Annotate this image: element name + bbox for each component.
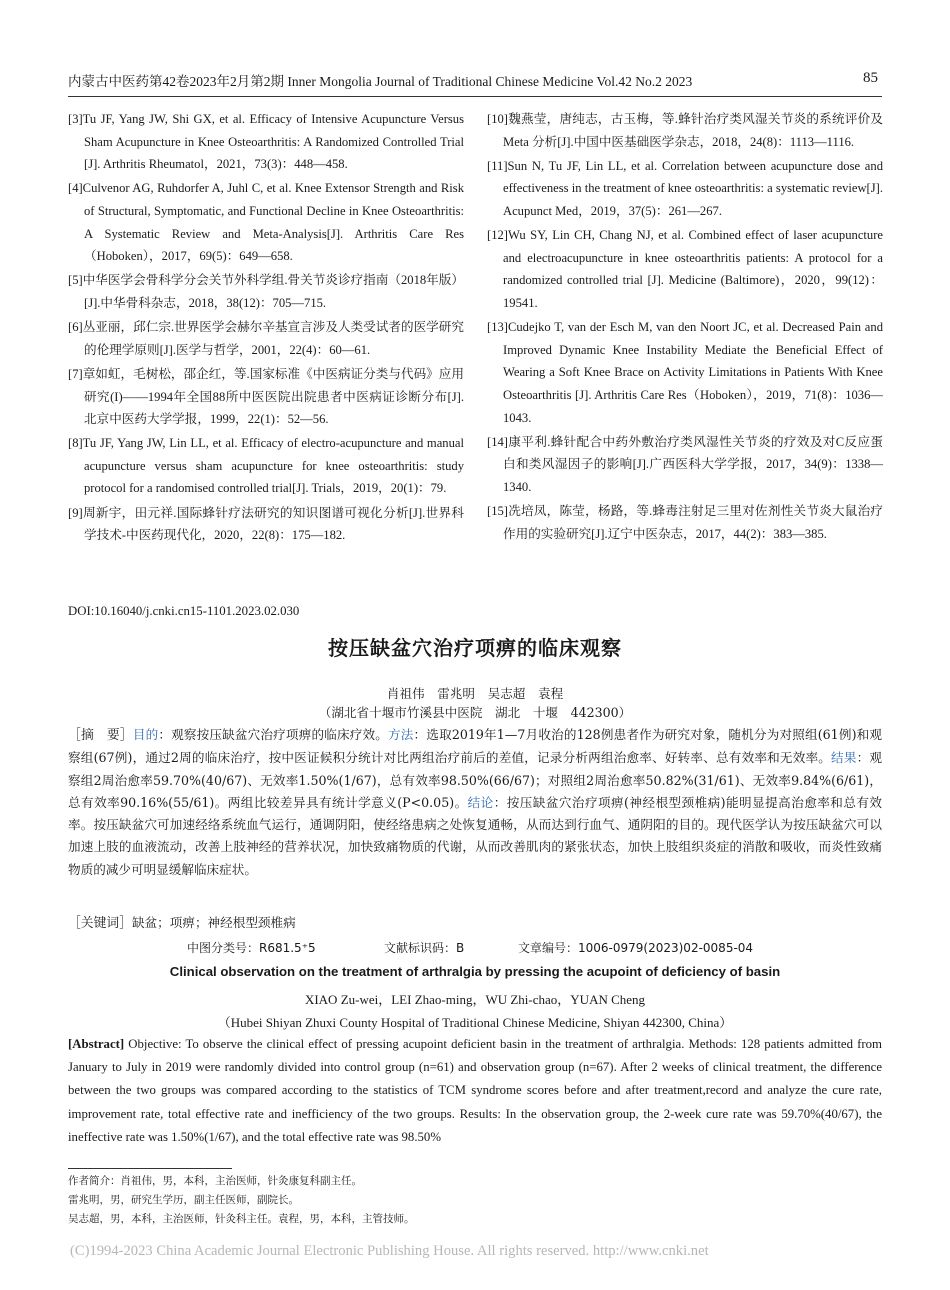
- conclusion-label: 结论: [467, 794, 494, 810]
- footnote-line: 雷兆明，男，研究生学历，副主任医师，副院长。: [68, 1193, 299, 1206]
- english-title: Clinical observation on the treatment of arthralgia by pressing the acupoint of deficiency of basin: [169, 964, 781, 979]
- references-right-column: [487, 108, 883, 547]
- footnote-line: 作者简介：肖祖伟，男，本科，主治医师，针灸康复科副主任。: [68, 1175, 362, 1187]
- english-authors: XIAO Zu-wei，LEI Zhao-ming，WU Zhi-chao，YUAN Cheng: [304, 992, 646, 1007]
- abstract-label: ［摘 要］: [68, 728, 133, 743]
- reference-8: [8]Tu JF, Yang JW, Lin LL, et al. Efficacy of electro-acupuncture and manual acupuncture versus sham acupuncture for knee osteoarthritis: study protocol for a randomised controlled trial[J]. Trials，2019，20(1)：79.: [68, 436, 464, 496]
- page-number: 85: [863, 70, 878, 86]
- reference-9: [9]周新宇，田元祥.国际蜂针疗法研究的知识图谱可视化分析[J].世界科学技术-中医药现代化，2020，22(8)：175—182.: [68, 505, 464, 543]
- reference-5: [5]中华医学会骨科学分会关节外科学组.骨关节炎诊疗指南（2018年版）[J].中华骨科杂志，2018，38(12)：705—715.: [68, 273, 464, 310]
- reference-11: [11]Sun N, Tu JF, Lin LL, et al. Correlation between acupuncture dose and effectiveness in the treatment of knee osteoarthritis: a systematic review[J]. Acupunct Med，2019，37(5)：261—267.: [487, 158, 883, 218]
- reference-15: [15]冼培凤，陈莹，杨路，等.蜂毒注射足三里对佐剂性关节炎大鼠治疗作用的实验研究[J].辽宁中医杂志，2017，44(2)：383—385.: [487, 504, 883, 541]
- header-journal-info: 内蒙古中医药第42卷2023年2月第2期 Inner Mongolia Journal of Traditional Chinese Medicine Vol.42 No.2 2023: [68, 74, 693, 89]
- methods-label: 方法: [388, 727, 414, 742]
- reference-10: [10]魏燕莹，唐纯志，古玉梅，等.蜂针治疗类风湿关节炎的系统评价及 Meta 分析[J].中国中医基础医学杂志，2018，24(8)：1113—1116.: [487, 112, 883, 149]
- abstract-chinese: [68, 724, 882, 881]
- reference-3: [3]Tu JF, Yang JW, Shi GX, et al. Efficacy of Intensive Acupuncture Versus Sham Acupuncture in Knee Osteoarthritis: A Randomized Controlled Trial [J]. Arthritis Rheumatol，2021，73(3)：448—458.: [68, 112, 464, 172]
- article-number: 文章编号：1006-0979(2023)02-0085-04: [518, 941, 754, 955]
- methods-text: ：选取2019年1—7月收治的128例患者作为研究对象，随机分为对照组(61例)和观察组(67例)，通过2周的临床治疗，按中医证候积分统计对比两组治疗前后的差值，记录分析两组治愈率、好转率、总有效率和无效率。: [68, 727, 883, 766]
- header-rule: [68, 96, 882, 97]
- conclusion-text: ：按压缺盆穴治疗项痹(神经根型颈椎病)能明显提高治愈率和总有效率。按压缺盆穴可加速经络系统血气运行，通调阴阳，使经络患病之处恢复通畅，从而达到行血气、通阴阳的目的。现代医学认为按压缺盆穴可以加速上肢的血液流动，改善上肢神经的营养状况，加快致痛物质的代谢，从而改善肌肉的紧张状态，加快上肢组织炎症的消散和吸收，而炎性致痛物质的减少可明显缓解临床症状。: [68, 794, 882, 877]
- keywords-label: ［关键词］: [68, 916, 132, 931]
- objective-label: 目的: [132, 727, 159, 742]
- copyright-watermark: (C)1994-2023 China Academic Journal Electronic Publishing House. All rights reserved. http://www.cnki.net: [70, 1243, 709, 1259]
- keywords: [68, 912, 296, 931]
- article-title: 按压缺盆穴治疗项痹的临床观察: [328, 636, 622, 660]
- results-label: 结果: [831, 750, 857, 766]
- reference-4: [4]Culvenor AG, Ruhdorfer A, Juhl C, et al. Knee Extensor Strength and Risk of Structural, Symptomatic, and Functional Decline in Knee Osteoarthritis: A Systematic Review and Meta-Analysis[J]. Arthritis Care Res（Hoboken），2017，69(5)：649—658.: [68, 181, 464, 264]
- reference-12: [12]Wu SY, Lin CH, Chang NJ, et al. Combined effect of laser acupuncture and electroacupuncture in knee osteoarthritis patients: A protocol for a randomized controlled trial [J]. Medicine (Baltimore)，2020，99(12)：19541.: [487, 228, 883, 310]
- footnote-line: 吴志超，男，本科，主治医师，针灸科主任。袁程，男，本科，主管技师。: [68, 1212, 415, 1225]
- english-abstract-label: [Abstract]: [68, 1037, 125, 1051]
- footnote-rule: [68, 1168, 232, 1169]
- keywords-text: 缺盆；项痹；神经根型颈椎病: [131, 915, 296, 930]
- results-text: ：观察组2周治愈率59.70%(40/67)、无效率1.50%(1/67)，总有效率98.50%(66/67)；对照组2周治愈率50.82%(31/61)、无效率9.84%(6/61)，总有效率90.16%(55/61)。两组比较差异具有统计学意义(P<0.05)。: [68, 750, 883, 810]
- abstract-english: [68, 1033, 882, 1149]
- article-affiliation: （湖北省十堰市竹溪县中医院 湖北 十堰 442300）: [318, 705, 632, 720]
- references-left-column: [68, 108, 464, 548]
- author-footnotes: [68, 1172, 848, 1228]
- objective-text: ：观察按压缺盆穴治疗项痹的临床疗效。: [158, 727, 389, 742]
- reference-7: [7]章如虹，毛树松，邵企红，等.国家标准《中医病证分类与代码》应用研究(I)——1994年全国88所中医医院出院患者中医病证诊断分布[J].北京中医药大学学报，1999，22(1)：52—56.: [68, 366, 464, 427]
- reference-14: [14]康平利.蜂针配合中药外敷治疗类风湿性关节炎的疗效及对C反应蛋白和类风湿因子的影响[J].广西医科大学学报，2017，34(9)：1338—1340.: [487, 434, 883, 494]
- document-code: 文献标识码：B: [384, 941, 465, 955]
- article-authors: 肖祖伟 雷兆明 吴志超 袁程: [386, 686, 564, 701]
- clc-number: 中图分类号：R681.5⁺5: [187, 941, 316, 955]
- doi: DOI:10.16040/j.cnki.cn15-1101.2023.02.030: [68, 604, 300, 618]
- english-affiliation: （Hubei Shiyan Zhuxi County Hospital of Traditional Chinese Medicine, Shiyan 442300, China）: [217, 1015, 733, 1030]
- running-header: [68, 70, 878, 92]
- classification-line: [187, 939, 887, 959]
- reference-6: [6]丛亚丽，邱仁宗.世界医学会赫尔辛基宣言涉及人类受试者的医学研究的伦理学原则[J].医学与哲学，2001，22(4)：60—61.: [68, 320, 464, 357]
- reference-13: [13]Cudejko T, van der Esch M, van den Noort JC, et al. Decreased Pain and Improved Dynamic Knee Instability Mediate the Beneficial Effect of Wearing a Soft Knee Brace on Activity Limitations in Patients With Knee Osteoarthritis [J]. Arthritis Care Res（Hoboken），2019，71(8)：1036—1043.: [487, 320, 883, 425]
- english-abstract-text: Objective: To observe the clinical effect of pressing acupoint deficient basin in the treatment of arthralgia. Methods: 128 patients admitted from January to July in 2019 were randomly divided into control group (n=61) and observation group (n=67). After 2 weeks of clinical treatment, the difference between the two groups was compared according to the statistics of TCM syndrome scores before and after treatment,record and analyze the cure rate, improvement rate, total effective rate and inefficiency of the two groups. Results: In the observation group, the 2-week cure rate was 59.70%(40/67), the ineffective rate was 1.50%(1/67), and the total effective rate was 98.50%: [68, 1037, 882, 1144]
